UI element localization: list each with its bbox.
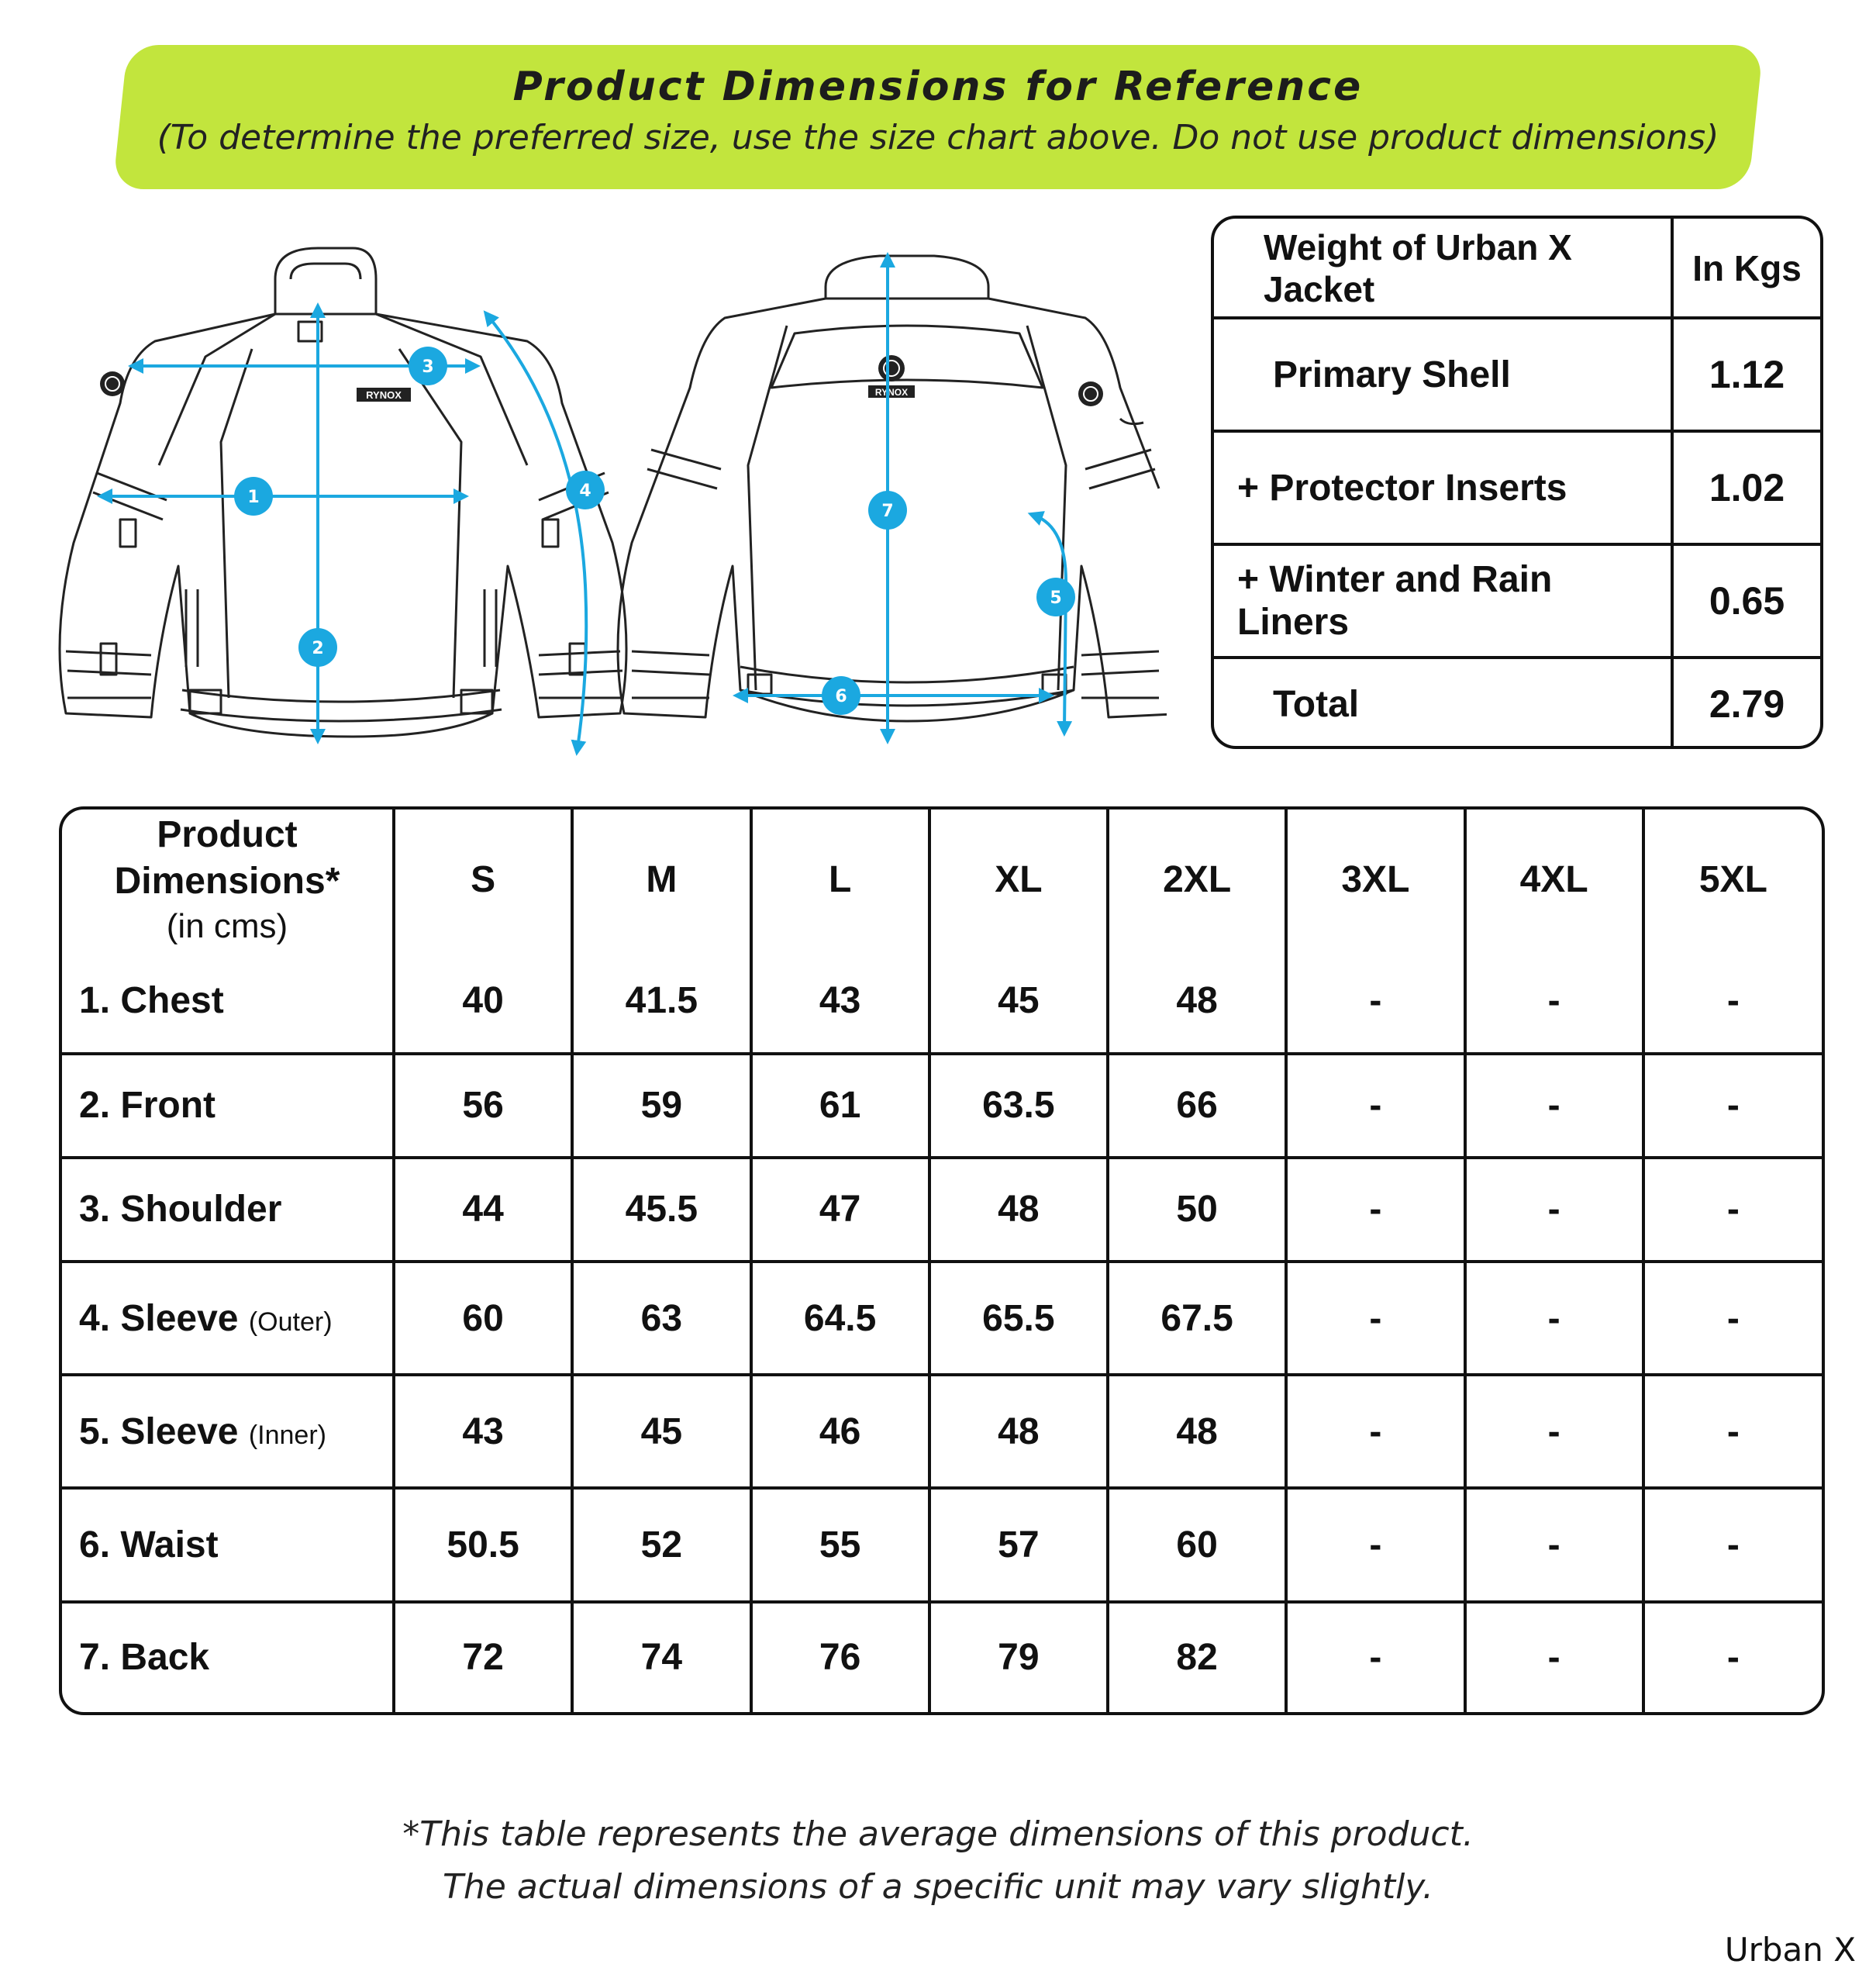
weight-row-label: Primary Shell [1214, 319, 1674, 430]
marker-5: 5 [1050, 589, 1062, 608]
dimension-value-cell: 72 [394, 1602, 572, 1712]
front-logo-text: RYNOX [366, 389, 402, 401]
weight-row [1214, 546, 1820, 656]
dimension-value-cell: - [1643, 1262, 1822, 1375]
marker-1: 1 [247, 488, 260, 507]
dimension-value-cell: 46 [751, 1375, 929, 1488]
dimension-value-cell: - [1286, 1375, 1464, 1488]
dimension-row-label [62, 1158, 394, 1262]
dimension-row [62, 1602, 1822, 1712]
dimension-value-cell: 64.5 [751, 1262, 929, 1375]
marker-4: 4 [579, 482, 591, 501]
dimension-header-unit: (in cms) [166, 906, 288, 945]
dimension-row-name: 6. Waist [79, 1524, 219, 1566]
marker-7: 7 [881, 502, 894, 521]
dimension-value-cell: 79 [929, 1602, 1108, 1712]
dimension-value-cell: - [1643, 1488, 1822, 1601]
dimension-value-cell: - [1465, 1375, 1643, 1488]
dimension-value-cell: 65.5 [929, 1262, 1108, 1375]
dimension-value-cell: 56 [394, 1054, 572, 1158]
dimension-value-cell: - [1286, 1602, 1464, 1712]
dimension-value-cell: - [1286, 1054, 1464, 1158]
size-header: 3XL [1286, 810, 1464, 949]
dimension-value-cell: 50 [1108, 1158, 1286, 1262]
size-header: 2XL [1108, 810, 1286, 949]
footnote-line-2: The actual dimensions of a specific unit may vary slightly. [443, 1867, 1433, 1907]
front-jacket-drawing [60, 248, 626, 737]
size-header: L [751, 810, 929, 949]
weight-header-label: Weight of Urban X Jacket [1214, 219, 1674, 318]
dimension-value-cell: - [1286, 949, 1464, 1053]
dimension-row-label [62, 1602, 394, 1712]
dimension-row [62, 1375, 1822, 1488]
size-header: 4XL [1465, 810, 1643, 949]
dimension-value-cell: 59 [572, 1054, 750, 1158]
dimension-value-cell: - [1643, 949, 1822, 1053]
measurement-markers [234, 347, 1075, 715]
dimension-value-cell: - [1465, 949, 1643, 1053]
dimension-value-cell: - [1643, 1158, 1822, 1262]
dimension-value-cell: 48 [1108, 1375, 1286, 1488]
dimension-value-cell: - [1643, 1375, 1822, 1488]
marker-2: 2 [312, 639, 324, 658]
dimension-value-cell: 74 [572, 1602, 750, 1712]
weight-row-value: 1.12 [1709, 353, 1785, 396]
weight-row-label: + Protector Inserts [1214, 433, 1674, 543]
dimension-value-cell: - [1465, 1262, 1643, 1375]
dimension-value-cell: - [1643, 1054, 1822, 1158]
dimension-value-cell: 48 [929, 1158, 1108, 1262]
dimension-value-cell: - [1286, 1158, 1464, 1262]
dimension-row-label [62, 949, 394, 1053]
dimension-table [59, 806, 1825, 1715]
dimension-value-cell: 55 [751, 1488, 929, 1601]
dimension-value-cell: - [1465, 1488, 1643, 1601]
page-subtitle: (To determine the preferred size, use the size chart above. Do not use product dimensions) [157, 118, 1719, 157]
dimension-value-cell: 45 [572, 1375, 750, 1488]
weight-row [1214, 319, 1820, 430]
weight-row [1214, 433, 1820, 543]
dimension-value-cell: 60 [394, 1262, 572, 1375]
dimension-value-cell: 61 [751, 1054, 929, 1158]
size-header: XL [929, 810, 1108, 949]
dimension-value-cell: 52 [572, 1488, 750, 1601]
weight-row-value: 0.65 [1709, 579, 1785, 623]
weight-table-header [1214, 219, 1820, 318]
marker-3: 3 [422, 357, 434, 377]
dimension-value-cell: - [1286, 1262, 1464, 1375]
back-jacket-drawing [618, 256, 1167, 721]
dimension-row-qualifier: (Outer) [248, 1307, 333, 1337]
dimension-row-name: 5. Sleeve [79, 1410, 239, 1452]
dimension-value-cell: 48 [929, 1375, 1108, 1488]
weight-row-value: 2.79 [1709, 682, 1785, 726]
dimension-header-label [62, 810, 394, 949]
back-logo-text: RYNOX [874, 387, 909, 398]
dimension-value-cell: 50.5 [394, 1488, 572, 1601]
dimension-value-cell: 48 [1108, 949, 1286, 1053]
weight-table [1211, 216, 1823, 749]
size-header: 5XL [1698, 858, 1767, 900]
marker-6: 6 [835, 687, 847, 706]
dimension-value-cell: - [1465, 1602, 1643, 1712]
dimension-header-row [62, 810, 1822, 949]
dimension-row [62, 1262, 1822, 1375]
dimension-value-cell: 67.5 [1108, 1262, 1286, 1375]
dimension-value-cell: 63 [572, 1262, 750, 1375]
dimension-value-cell: 40 [394, 949, 572, 1053]
dimension-row [62, 1488, 1822, 1601]
dimension-value-cell: - [1726, 1637, 1740, 1679]
dimension-row-name: 4. Sleeve [79, 1297, 239, 1339]
dimension-row [62, 1054, 1822, 1158]
dimension-value-cell: 44 [394, 1158, 572, 1262]
dimension-header-title: Product Dimensions* [114, 813, 340, 902]
weight-row-value: 1.02 [1709, 466, 1785, 509]
dimension-value-cell: 66 [1108, 1054, 1286, 1158]
weight-header-unit: In Kgs [1692, 248, 1802, 288]
dimension-value-cell: 63.5 [929, 1054, 1108, 1158]
dimension-value-cell: 43 [751, 949, 929, 1053]
dimension-value-cell: - [1465, 1054, 1643, 1158]
product-name-label: Urban X [1724, 1931, 1856, 1969]
dimension-value-cell: 45 [929, 949, 1108, 1053]
dimension-value-cell: 82 [1108, 1602, 1286, 1712]
header-banner-text [0, 45, 1876, 189]
dimension-row-name: 2. Front [79, 1085, 216, 1127]
weight-row-label: + Winter and Rain Liners [1214, 546, 1674, 656]
dimension-value-cell: - [1465, 1158, 1643, 1262]
dimension-row-name: 3. Shoulder [79, 1189, 282, 1231]
dimension-value-cell: 43 [394, 1375, 572, 1488]
dimension-row-name: 1. Chest [79, 979, 224, 1021]
dimension-row-label [62, 1375, 394, 1488]
dimension-row-qualifier: (Inner) [248, 1420, 326, 1450]
dimension-value-cell: 76 [751, 1602, 929, 1712]
footnote-line-1: *This table represents the average dimensions of this product. [402, 1814, 1474, 1854]
dimension-row-label [62, 1488, 394, 1601]
dimension-value-cell: 41.5 [572, 949, 750, 1053]
jacket-illustration [43, 233, 1167, 760]
dimension-value-cell: - [1286, 1488, 1464, 1601]
dimension-row-label [62, 1262, 394, 1375]
dimension-row-label [62, 1054, 394, 1158]
page-title: Product Dimensions for Reference [512, 64, 1364, 110]
dimension-value-cell: 60 [1108, 1488, 1286, 1601]
weight-row-label: Total [1214, 659, 1674, 749]
dimension-row [62, 1158, 1822, 1262]
dimension-value-cell: 45.5 [572, 1158, 750, 1262]
weight-row-total [1214, 659, 1820, 749]
size-header: M [572, 810, 750, 949]
size-header: S [394, 810, 572, 949]
dimension-row [62, 949, 1822, 1053]
dimension-value-cell: 47 [751, 1158, 929, 1262]
dimension-value-cell: 57 [929, 1488, 1108, 1601]
dimension-row-name: 7. Back [79, 1637, 210, 1679]
